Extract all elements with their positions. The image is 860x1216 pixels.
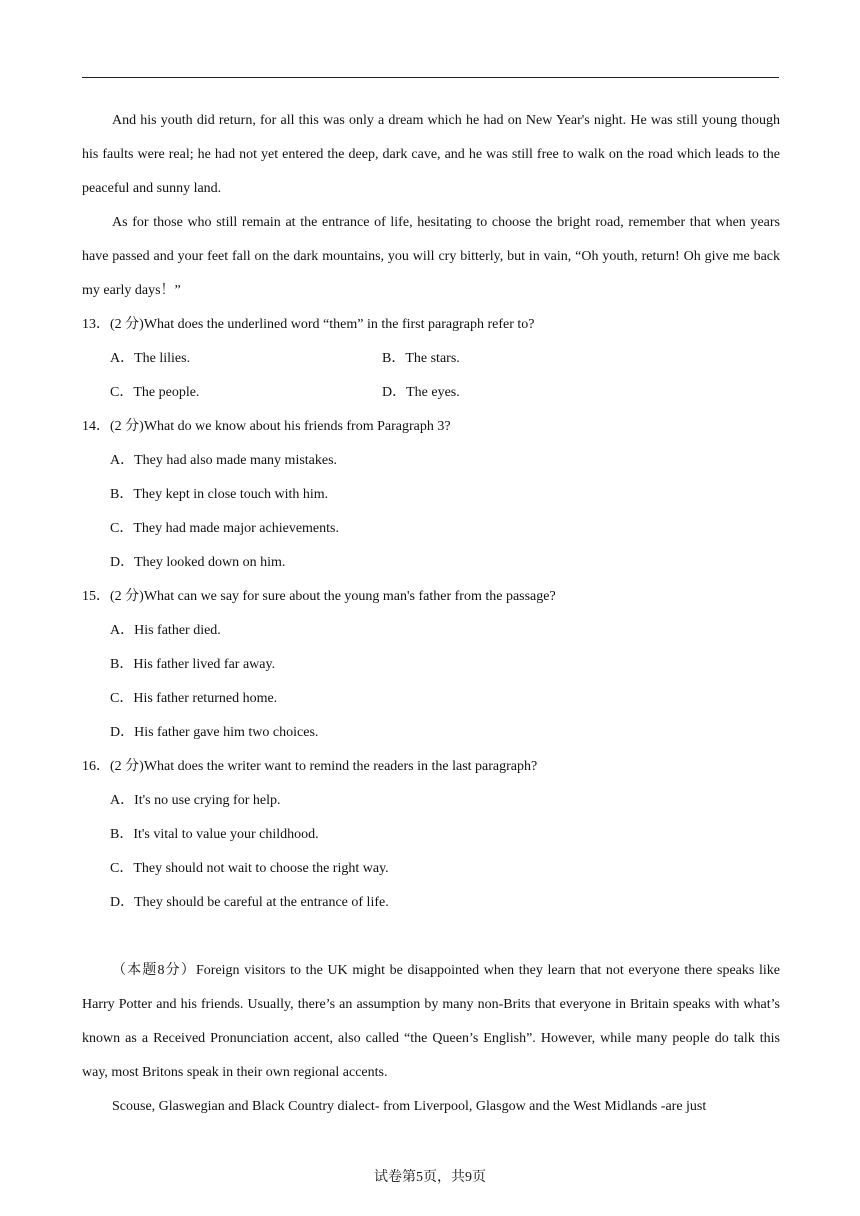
question-15-stem: 15．(2 分)What can we say for sure about the young man's father from the passage? [82,589,556,604]
question-13-options-row-1 [82,342,780,376]
question-13-option-c[interactable]: C．The people. [110,385,200,400]
section-gap [82,920,780,954]
question-13-options-row-2 [82,376,780,410]
question-14-option-c[interactable]: C．They had made major achievements. [110,521,339,536]
question-14-stem: 14．(2 分)What do we know about his friends from Paragraph 3? [82,419,451,434]
question-16-option-a[interactable]: A．It's no use crying for help. [110,793,281,808]
header-rule [82,77,779,78]
question-15-option-a[interactable]: A．His father died. [110,623,221,638]
question-15-option-c[interactable]: C．His father returned home. [110,691,278,706]
question-16-option-d[interactable]: D．They should be careful at the entrance of life. [110,895,389,910]
question-15-option-b[interactable]: B．His father lived far away. [110,657,276,672]
page-footer: 试卷第5页，共9页 [374,1170,486,1185]
question-13-stem: 13．(2 分)What does the underlined word “them” in the first paragraph refer to? [82,317,535,332]
question-13-option-b[interactable]: B．The stars. [382,351,460,366]
question-16-stem: 16．(2 分)What does the writer want to remind the readers in the last paragraph? [82,759,538,774]
question-13-option-d[interactable]: D．The eyes. [382,385,460,400]
question-16-option-b[interactable]: B．It's vital to value your childhood. [110,827,319,842]
question-15-option-d[interactable]: D．His father gave him two choices. [110,725,319,740]
passage-b-paragraph-1: （本题8分）Foreign visitors to the UK might be disappointed when they learn that not everyone there speaks like Harry Potter and his friends. Usually, there’s an assumption by many non-Brits that everyone in Britain speaks with what’s known as a Received Pronunciation accent, also called “the Queen’s English”. However, while many people do talk this way, most Britons speak in their own regional accents. [82,963,780,1080]
passage-b-paragraph-2: Scouse, Glaswegian and Black Country dialect- from Liverpool, Glasgow and the West Midlands -are just [112,1099,707,1114]
passage-a-paragraph-2: As for those who still remain at the entrance of life, hesitating to choose the bright road, remember that when years have passed and your feet fall on the dark mountains, you will cry bitterly, but in vain, “Oh youth, return! Oh give me back my early days！” [82,215,780,298]
passage-a-paragraph-1: And his youth did return, for all this was only a dream which he had on New Year's night. He was still young though his faults were real; he had not yet entered the deep, dark cave, and he was still free to walk on the road which leads to the peaceful and sunny land. [82,113,780,196]
question-16-option-c[interactable]: C．They should not wait to choose the right way. [110,861,389,876]
question-14-option-a[interactable]: A．They had also made many mistakes. [110,453,338,468]
page-content [82,104,780,1124]
question-13-option-a[interactable]: A．The lilies. [110,351,191,366]
question-14-option-b[interactable]: B．They kept in close touch with him. [110,487,329,502]
question-14-option-d[interactable]: D．They looked down on him. [110,555,286,570]
